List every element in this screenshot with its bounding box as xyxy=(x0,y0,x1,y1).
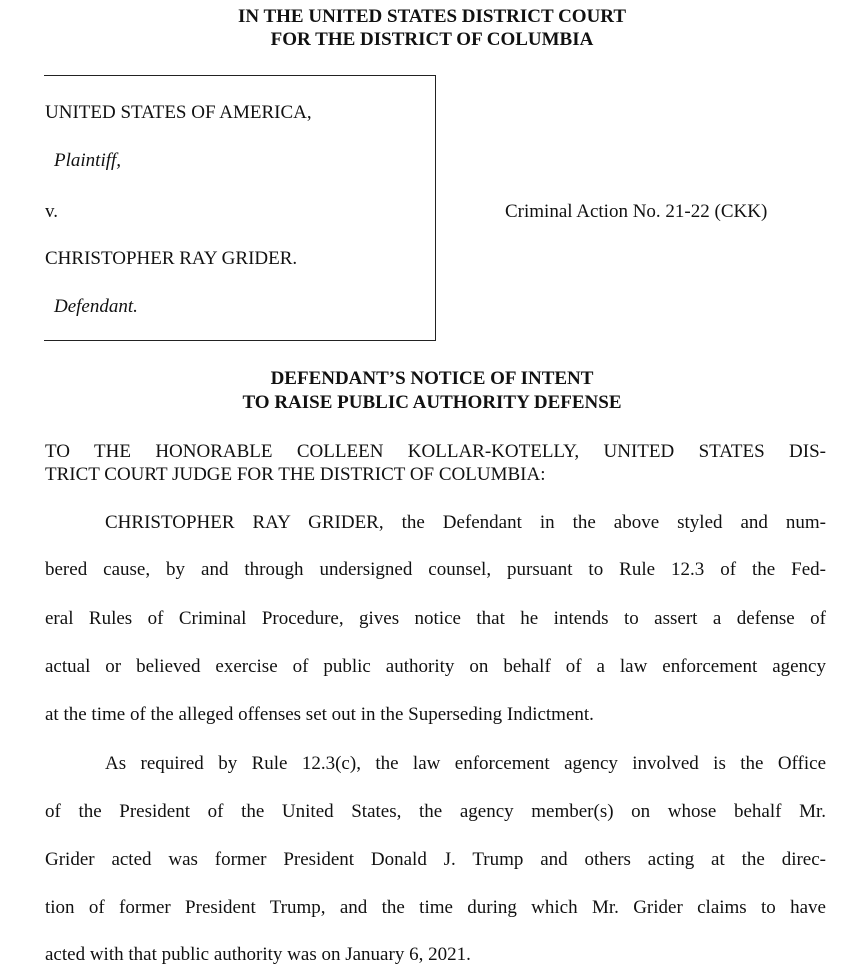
paragraph-1-line: bered cause, by and through undersigned counsel, pursuant to Rule 12.3 of the Fed- xyxy=(45,559,826,580)
document-title-line-2: TO RAISE PUBLIC AUTHORITY DEFENSE xyxy=(242,392,622,413)
paragraph-1-line: eral Rules of Criminal Procedure, gives notice that he intends to assert a defense of xyxy=(45,608,826,629)
paragraph-2-line: Grider acted was former President Donald J. Trump and others acting at the direc- xyxy=(45,849,826,870)
plaintiff-label: Plaintiff, xyxy=(54,150,122,171)
paragraph-1-line: at the time of the alleged offenses set out in the Superseding Indictment. xyxy=(45,704,594,725)
paragraph-1-line: CHRISTOPHER RAY GRIDER, the Defendant in the above styled and num- xyxy=(105,512,826,533)
address-line: TRICT COURT JUDGE FOR THE DISTRICT OF COLUMBIA: xyxy=(45,464,546,485)
paragraph-2-line: of the President of the United States, the agency member(s) on whose behalf Mr. xyxy=(45,801,826,822)
defendant-label: Defendant. xyxy=(54,296,138,317)
paragraph-2-line: As required by Rule 12.3(c), the law enforcement agency involved is the Office xyxy=(105,753,826,774)
case-number: Criminal Action No. 21-22 (CKK) xyxy=(505,201,768,222)
defendant-name: CHRISTOPHER RAY GRIDER. xyxy=(45,248,298,269)
court-name-line-2: FOR THE DISTRICT OF COLUMBIA xyxy=(270,29,594,50)
paragraph-1-line: actual or believed exercise of public authority on behalf of a law enforcement agency xyxy=(45,656,826,677)
paragraph-2-line: acted with that public authority was on January 6, 2021. xyxy=(45,944,471,965)
court-name-line-1: IN THE UNITED STATES DISTRICT COURT xyxy=(237,6,627,27)
address-line: TO THE HONORABLE COLLEEN KOLLAR-KOTELLY, UNITED STATES DIS- xyxy=(45,441,826,462)
paragraph-2-line: tion of former President Trump, and the time during which Mr. Grider claims to have xyxy=(45,897,826,918)
plaintiff-name: UNITED STATES OF AMERICA, xyxy=(45,102,312,123)
document-title-line-1: DEFENDANT’S NOTICE OF INTENT xyxy=(270,368,594,389)
versus: v. xyxy=(45,201,59,222)
